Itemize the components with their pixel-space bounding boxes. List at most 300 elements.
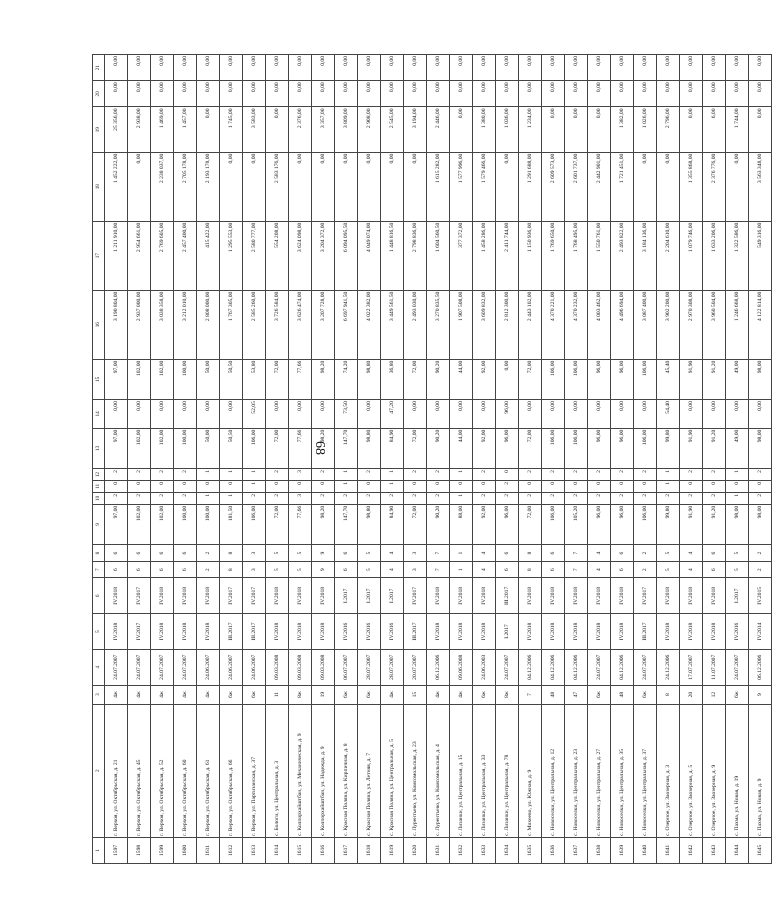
table-row: [657, 55, 680, 864]
table-cell: IV.2018: [197, 578, 220, 614]
table-cell: 4 022 382,00: [358, 290, 381, 359]
table-cell: 147,70: [335, 504, 358, 544]
address-cell: с. Новоселки, ул. Центральная, д. 37: [634, 704, 657, 837]
table-cell: 1: [220, 492, 243, 504]
table-cell: IV.2017: [128, 578, 151, 614]
table-cell: 24.07.2007: [128, 649, 151, 685]
table-cell: 98,00: [749, 504, 772, 544]
table-cell: 0,00: [450, 55, 473, 81]
table-cell: 0,00: [588, 55, 611, 81]
table-cell: 20.07.2007: [404, 649, 427, 685]
table-cell: IV.2018: [565, 578, 588, 614]
table-cell: 5: [266, 561, 289, 578]
table-row: [381, 55, 404, 864]
table-cell: 2 493 822,00: [611, 221, 634, 290]
table-cell: IV.2015: [749, 578, 772, 614]
table-cell: IV.2018: [289, 614, 312, 650]
table-cell: 2: [634, 469, 657, 481]
table-cell: 1 744,00: [726, 107, 749, 152]
address-cell: с. Лизанки, ул. Центральная, д. 33: [473, 704, 496, 837]
table-cell: 106,00: [243, 504, 266, 544]
table-cell: 97,00: [105, 428, 128, 468]
table-cell: 0,00: [289, 81, 312, 107]
table-cell: 77,66: [289, 504, 312, 544]
table-row: [151, 55, 174, 864]
table-cell: 24.06.2007: [220, 649, 243, 685]
table-cell: 50,50: [220, 359, 243, 399]
table-cell: 1597: [105, 837, 128, 863]
table-row: [611, 55, 634, 864]
table-cell: 0: [565, 481, 588, 493]
table-row: [473, 55, 496, 864]
table-cell: 1 767 305,00: [220, 290, 243, 359]
address-cell: с. Лизанки, ул. Центральная, д. 15: [450, 704, 473, 837]
table-cell: 28.07.2007: [381, 649, 404, 685]
table-cell: 1: [381, 481, 404, 493]
table-cell: 2: [266, 469, 289, 481]
table-cell: 0,00: [174, 400, 197, 429]
table-cell: 98,00: [726, 504, 749, 544]
table-cell: 2: [496, 481, 519, 493]
table-cell: 0,00: [496, 152, 519, 221]
table-cell: 1 322 586,00: [726, 221, 749, 290]
address-cell: с. Озерное, ул. Заозерная, д. 9: [703, 704, 726, 837]
table-cell: 1620: [404, 837, 427, 863]
table-cell: 0,00: [496, 81, 519, 107]
table-cell: 1 604 560,50: [427, 221, 450, 290]
table-cell: 0,00: [680, 107, 703, 152]
table-cell: IV.2018: [473, 614, 496, 650]
table-cell: 7: [565, 545, 588, 562]
table-cell: 3 038 358,00: [151, 290, 174, 359]
table-row: [358, 55, 381, 864]
table-cell: 1638: [588, 837, 611, 863]
table-cell: IV.2014: [749, 614, 772, 650]
table-cell: 5: [657, 545, 680, 562]
table-cell: 1 234,00: [519, 107, 542, 152]
table-cell: 4ж: [128, 685, 151, 704]
table-cell: 2: [703, 469, 726, 481]
table-cell: 4 003 462,00: [588, 290, 611, 359]
address-cell: г. Верхоя, ул. Октябрьская, д. 52: [151, 704, 174, 837]
address-cell: с. Лурентьево, ул. Комсомольская, д. 4: [427, 704, 450, 837]
table-cell: 3: [404, 545, 427, 562]
address-cell: с. Колпорхайштбан, ул. Механическая, д. 9: [289, 704, 312, 837]
address-cell: г. Верхоя, ул. Октябрьская, д. 60: [174, 704, 197, 837]
table-cell: 2: [404, 469, 427, 481]
table-row: [496, 55, 519, 864]
table-cell: 1637: [565, 837, 588, 863]
table-cell: 0,00: [266, 81, 289, 107]
table-cell: 11.07.2007: [703, 649, 726, 685]
table-cell: 0,00: [335, 55, 358, 81]
column-number: 4: [93, 649, 105, 685]
table-cell: 6ж: [473, 685, 496, 704]
table-cell: 7: [427, 545, 450, 562]
address-cell: г. Верхоя, ул. Октябрьская, д. 21: [105, 704, 128, 837]
table-cell: 106,00: [565, 428, 588, 468]
table-cell: 98,20: [312, 359, 335, 399]
table-cell: 98,00: [749, 359, 772, 399]
table-cell: 147,70: [335, 428, 358, 468]
table-cell: 96,00: [588, 359, 611, 399]
table-cell: 6ж: [358, 685, 381, 704]
table-cell: 96,00: [496, 428, 519, 468]
column-number: 15: [93, 359, 105, 399]
table-cell: 06.07.2007: [335, 649, 358, 685]
table-cell: 1 295 553,00: [220, 221, 243, 290]
table-cell: 96,00: [611, 504, 634, 544]
table-cell: 1 246 668,00: [726, 290, 749, 359]
table-cell: 0,00: [105, 55, 128, 81]
table-cell: 1616: [312, 837, 335, 863]
table-cell: 6: [174, 545, 197, 562]
table-cell: 1 721 451,00: [611, 152, 634, 221]
table-cell: 106,00: [243, 428, 266, 468]
table-cell: 1640: [634, 837, 657, 863]
table-cell: 0,00: [335, 152, 358, 221]
table-cell: 6: [542, 545, 565, 562]
table-cell: 49,00: [726, 359, 749, 399]
address-cell: с. Бологи, ул. Центральная, д. 3: [266, 704, 289, 837]
table-cell: 0,00: [289, 152, 312, 221]
table-cell: 3 609 832,00: [473, 290, 496, 359]
page-number: 68: [312, 441, 327, 455]
table-row: [565, 55, 588, 864]
table-cell: 48: [611, 685, 634, 704]
table-cell: 4ж: [197, 685, 220, 704]
table-cell: 102,00: [151, 428, 174, 468]
table-cell: 0,00: [634, 400, 657, 429]
table-cell: 0,00: [404, 81, 427, 107]
table-cell: 11: [266, 685, 289, 704]
table-cell: 1635: [519, 837, 542, 863]
table-cell: 0: [726, 481, 749, 493]
table-cell: 0: [312, 481, 335, 493]
table-cell: 1: [726, 492, 749, 504]
table-cell: 0,00: [151, 81, 174, 107]
table-cell: 09.03.2008: [266, 649, 289, 685]
table-cell: 0,00: [726, 81, 749, 107]
table-cell: 50,00: [197, 428, 220, 468]
table-cell: 2: [151, 469, 174, 481]
table-cell: 0,00: [174, 81, 197, 107]
table-cell: 1 448 816,50: [381, 221, 404, 290]
table-cell: 6ж: [634, 685, 657, 704]
table-cell: 9: [312, 545, 335, 562]
column-number: 18: [93, 152, 105, 221]
table-cell: 554 208,00: [266, 221, 289, 290]
table-cell: 0,00: [381, 81, 404, 107]
table-cell: 04.12.2006: [565, 649, 588, 685]
table-cell: 2: [197, 561, 220, 578]
column-number: 1: [93, 837, 105, 863]
table-cell: 20: [680, 685, 703, 704]
table-cell: 72,00: [404, 504, 427, 544]
table-cell: 98,80: [358, 504, 381, 544]
table-cell: 98,20: [312, 504, 335, 544]
table-cell: 1 382,00: [611, 107, 634, 152]
table-cell: 3 194,00: [404, 107, 427, 152]
table-cell: 2 937 000,00: [128, 290, 151, 359]
table-cell: 72,00: [266, 428, 289, 468]
table-cell: 96,00: [496, 504, 519, 544]
table-cell: 1614: [266, 837, 289, 863]
table-cell: 0,00: [542, 107, 565, 152]
table-cell: 2: [749, 561, 772, 578]
table-cell: 8: [519, 545, 542, 562]
table-cell: 6: [703, 561, 726, 578]
table-cell: 100,00: [174, 504, 197, 544]
table-cell: 2: [749, 469, 772, 481]
table-cell: 06.12.2006: [427, 649, 450, 685]
rotated-table-wrapper: [92, 54, 763, 864]
table-cell: 88,00: [450, 504, 473, 544]
header-row: [93, 55, 105, 864]
table-cell: 72,00: [519, 504, 542, 544]
table-cell: 0: [427, 481, 450, 493]
table-cell: 2: [519, 469, 542, 481]
table-cell: IV.2018: [588, 614, 611, 650]
table-cell: 48: [542, 685, 565, 704]
table-cell: 3 624 098,00: [289, 221, 312, 290]
table-cell: 47: [565, 685, 588, 704]
column-number: 19: [93, 107, 105, 152]
table-cell: 0,00: [197, 81, 220, 107]
table-cell: 549 316,00: [749, 221, 772, 290]
table-cell: 100,00: [174, 359, 197, 399]
table-cell: 3 449 561,50: [381, 290, 404, 359]
table-cell: 84,90: [381, 504, 404, 544]
table-cell: 2 376 776,00: [703, 152, 726, 221]
table-cell: 2: [358, 469, 381, 481]
table-cell: 1 036,00: [496, 107, 519, 152]
table-cell: 6ж: [335, 685, 358, 704]
table-cell: 09.03.2008: [289, 649, 312, 685]
table-cell: 0: [174, 481, 197, 493]
table-cell: 4: [473, 545, 496, 562]
table-cell: IV.2018: [703, 614, 726, 650]
table-cell: 4: [473, 561, 496, 578]
table-cell: 2: [611, 469, 634, 481]
table-cell: 1641: [657, 837, 680, 863]
table-cell: 5: [289, 545, 312, 562]
table-cell: 3 204 372,00: [312, 221, 335, 290]
table-cell: IV.2016: [335, 614, 358, 650]
table-cell: IV.2016: [358, 614, 381, 650]
table-cell: 2 954 661,00: [128, 221, 151, 290]
table-cell: 6: [496, 545, 519, 562]
table-cell: 52,05: [243, 400, 266, 429]
table-cell: 1 291 688,00: [519, 152, 542, 221]
table-cell: 0,00: [680, 55, 703, 81]
address-cell: с. Красная Полянa, ул. Кирпичная, д. 8: [335, 704, 358, 837]
table-cell: 2: [335, 492, 358, 504]
table-cell: 106,00: [542, 428, 565, 468]
table-cell: 50,50: [220, 428, 243, 468]
table-row: [404, 55, 427, 864]
table-cell: 0,00: [542, 81, 565, 107]
table-cell: 0: [128, 481, 151, 493]
table-cell: 0,00: [358, 81, 381, 107]
table-cell: 1 579 466,00: [473, 152, 496, 221]
table-cell: 2: [588, 469, 611, 481]
table-cell: 2: [634, 545, 657, 562]
table-cell: I.2017: [358, 578, 381, 614]
table-cell: 0,00: [105, 81, 128, 107]
address-cell: с. Колпорхайштбан, ул. Надежда, д. 9: [312, 704, 335, 837]
address-cell: г. Верхоя, ул. Октябрьская, д. 45: [128, 704, 151, 837]
table-cell: 3: [404, 561, 427, 578]
table-cell: 5: [726, 545, 749, 562]
table-cell: 0,00: [197, 55, 220, 81]
table-cell: IV.2018: [174, 614, 197, 650]
table-cell: 2: [542, 492, 565, 504]
table-cell: 2: [312, 469, 335, 481]
table-cell: 6ж: [588, 685, 611, 704]
table-cell: 0,00: [542, 55, 565, 81]
table-cell: 28.07.2007: [358, 649, 381, 685]
table-cell: 2 769 605,00: [151, 221, 174, 290]
table-cell: IV.2018: [657, 614, 680, 650]
table-row: [243, 55, 266, 864]
table-cell: 0,00: [496, 55, 519, 81]
table-cell: IV.2017: [220, 578, 243, 614]
table-cell: 91,20: [703, 504, 726, 544]
table-cell: 0,00: [105, 400, 128, 429]
table-cell: 0: [703, 481, 726, 493]
table-cell: 2: [749, 492, 772, 504]
table-cell: 24.07.2007: [105, 649, 128, 685]
table-cell: 1600: [174, 837, 197, 863]
table-cell: IV.2018: [611, 614, 634, 650]
table-cell: 5: [266, 545, 289, 562]
table-cell: 4 049 074,00: [358, 221, 381, 290]
table-cell: 4: [381, 561, 404, 578]
table-cell: 1: [450, 469, 473, 481]
table-cell: 06.12.2006: [749, 649, 772, 685]
table-cell: 6 094 095,50: [335, 221, 358, 290]
table-cell: I.2017: [726, 578, 749, 614]
table-cell: I.2017: [381, 578, 404, 614]
table-cell: IV.2018: [450, 614, 473, 650]
table-cell: IV.2018: [151, 578, 174, 614]
table-cell: III.2017: [634, 614, 657, 650]
table-cell: 1 355 868,00: [680, 152, 703, 221]
table-cell: 1: [335, 481, 358, 493]
table-cell: 6: [335, 545, 358, 562]
table-cell: 45,40: [657, 359, 680, 399]
table-cell: 5: [289, 561, 312, 578]
table-cell: 2 545,00: [381, 107, 404, 152]
table-cell: 2: [243, 492, 266, 504]
table-cell: 1: [381, 469, 404, 481]
table-cell: 2 443 102,00: [519, 290, 542, 359]
table-cell: 0: [358, 481, 381, 493]
table-cell: 6: [128, 561, 151, 578]
table-cell: 1613: [243, 837, 266, 863]
table-cell: 0,00: [128, 81, 151, 107]
table-cell: 3 809,00: [335, 107, 358, 152]
table-cell: 2: [174, 469, 197, 481]
table-cell: 0: [450, 481, 473, 493]
table-cell: 6 697 941,50: [335, 290, 358, 359]
table-cell: 2: [611, 492, 634, 504]
table-cell: IV.2017: [128, 614, 151, 650]
table-cell: 100,00: [197, 504, 220, 544]
table-cell: 1644: [726, 837, 749, 863]
table-cell: 377 372,00: [450, 221, 473, 290]
table-cell: 2 411 744,00: [496, 221, 519, 290]
column-number: 7: [93, 561, 105, 578]
table-cell: 7: [427, 561, 450, 578]
table-cell: 0,00: [335, 81, 358, 107]
table-cell: 2: [519, 492, 542, 504]
table-cell: 99,80: [657, 428, 680, 468]
table-cell: 2 193 178,00: [197, 152, 220, 221]
table-cell: 7: [519, 685, 542, 704]
table-cell: 2: [588, 492, 611, 504]
table-row: [519, 55, 542, 864]
column-number: 16: [93, 290, 105, 359]
table-cell: 2 204 610,00: [657, 221, 680, 290]
table-cell: IV.2018: [174, 578, 197, 614]
table-row: [542, 55, 565, 864]
table-row: [174, 55, 197, 864]
table-cell: IV.2018: [266, 578, 289, 614]
table-cell: 100,00: [174, 428, 197, 468]
table-cell: III.2017: [243, 614, 266, 650]
table-cell: 3 184 136,00: [634, 221, 657, 290]
table-cell: IV.2018: [197, 614, 220, 650]
table-cell: 0,00: [312, 55, 335, 81]
table-row: [450, 55, 473, 864]
table-cell: 0,00: [151, 400, 174, 429]
table-cell: 0,00: [634, 81, 657, 107]
table-cell: 19: [312, 685, 335, 704]
table-cell: 1 457,00: [174, 107, 197, 152]
table-cell: 4ж: [151, 685, 174, 704]
table-cell: 96,00: [588, 504, 611, 544]
table-cell: 6: [611, 545, 634, 562]
table-cell: 2 970 308,00: [680, 290, 703, 359]
table-cell: 36,80: [381, 359, 404, 399]
table-cell: 1: [450, 545, 473, 562]
address-cell: с. Михеево, ул. Южная, д. 9: [519, 704, 542, 837]
column-number: 11: [93, 481, 105, 493]
table-cell: 92,00: [473, 359, 496, 399]
table-cell: 0,00: [657, 55, 680, 81]
table-cell: 0,00: [588, 400, 611, 429]
table-cell: 1612: [220, 837, 243, 863]
table-cell: 0,00: [312, 400, 335, 429]
table-cell: 0,00: [312, 152, 335, 221]
table-cell: 3 207 728,00: [312, 290, 335, 359]
address-cell: с. Пахма, ул. Новая, д. 9: [749, 704, 772, 837]
table-cell: 0: [105, 481, 128, 493]
table-row: [266, 55, 289, 864]
table-cell: 0,00: [358, 152, 381, 221]
table-cell: III.2017: [496, 578, 519, 614]
table-cell: 0,00: [749, 81, 772, 107]
table-cell: 24.12.2006: [657, 649, 680, 685]
table-cell: 09.06.2008: [450, 649, 473, 685]
table-cell: 2 796,00: [657, 107, 680, 152]
table-cell: III.2017: [220, 614, 243, 650]
table-cell: 0,00: [174, 55, 197, 81]
table-cell: 24.07.2007: [726, 649, 749, 685]
table-cell: IV.2016: [726, 614, 749, 650]
